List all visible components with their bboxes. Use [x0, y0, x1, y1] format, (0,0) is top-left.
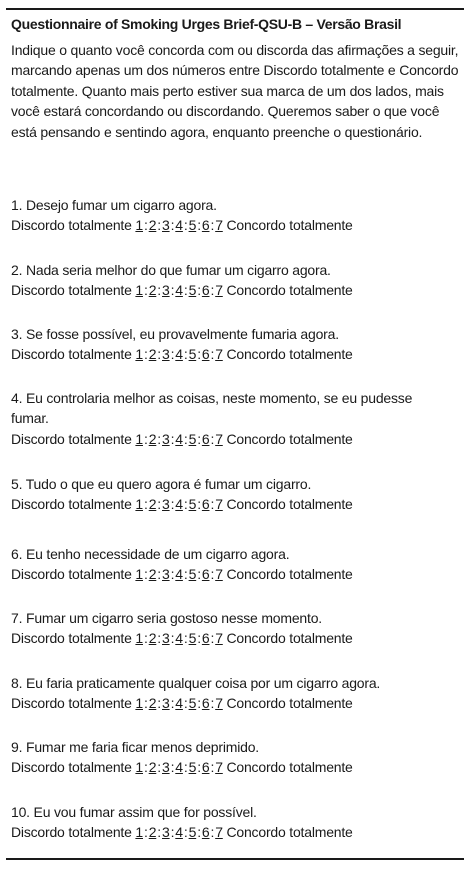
scale-right-label: Concordo totalmente	[222, 346, 353, 363]
scale-separator: :	[210, 217, 215, 234]
scale-option-1[interactable]: 1	[135, 824, 143, 841]
scale-option-2[interactable]: 2	[148, 695, 157, 712]
scale-separator: :	[170, 346, 175, 363]
question-item-9	[11, 737, 466, 778]
scale-separator: :	[183, 695, 188, 712]
question-item-10	[11, 802, 466, 843]
question-item-7	[11, 608, 466, 649]
rating-scale	[11, 564, 466, 584]
scale-option-5[interactable]: 5	[188, 759, 197, 776]
scale-option-3[interactable]: 3	[162, 695, 170, 712]
question-item-5	[11, 474, 466, 515]
scale-separator: :	[210, 430, 215, 447]
scale-separator: :	[183, 759, 188, 776]
scale-option-7[interactable]: 7	[215, 759, 223, 776]
question-text: 3. Se fosse possível, eu provavelmente fumaria agora.	[11, 326, 339, 342]
scale-separator: :	[197, 695, 201, 712]
scale-option-6[interactable]: 6	[201, 496, 210, 513]
rating-scale	[11, 757, 466, 777]
scale-option-7[interactable]: 7	[215, 346, 223, 363]
question-item-4	[11, 388, 466, 449]
scale-option-2[interactable]: 2	[148, 566, 157, 583]
scale-separator: :	[157, 759, 161, 776]
scale-right-label: Concordo totalmente	[222, 759, 353, 776]
scale-separator: :	[183, 496, 188, 513]
question-item-1	[11, 195, 466, 236]
scale-option-1[interactable]: 1	[135, 430, 143, 447]
scale-separator: :	[183, 346, 188, 363]
scale-separator: :	[210, 824, 215, 841]
scale-option-4[interactable]: 4	[175, 759, 183, 776]
scale-left-label: Discordo totalmente	[11, 630, 136, 647]
scale-separator: :	[144, 346, 148, 363]
scale-left-label: Discordo totalmente	[11, 759, 136, 776]
scale-option-6[interactable]: 6	[201, 217, 210, 234]
scale-separator: :	[197, 217, 201, 234]
scale-option-4[interactable]: 4	[175, 217, 183, 234]
scale-right-label: Concordo totalmente	[222, 824, 353, 841]
scale-separator: :	[197, 630, 201, 647]
scale-option-7[interactable]: 7	[215, 282, 223, 299]
scale-left-label: Discordo totalmente	[11, 282, 136, 299]
scale-separator: :	[170, 496, 175, 513]
scale-option-1[interactable]: 1	[135, 695, 143, 712]
scale-option-2[interactable]: 2	[148, 217, 157, 234]
question-item-8	[11, 673, 466, 714]
scale-right-label: Concordo totalmente	[222, 217, 353, 234]
scale-option-3[interactable]: 3	[162, 759, 170, 776]
scale-option-3[interactable]: 3	[162, 346, 170, 363]
scale-option-6[interactable]: 6	[201, 695, 210, 712]
scale-option-3[interactable]: 3	[162, 496, 170, 513]
scale-separator: :	[170, 430, 175, 447]
scale-separator: :	[197, 430, 201, 447]
scale-separator: :	[144, 566, 148, 583]
scale-separator: :	[210, 630, 215, 647]
scale-separator: :	[144, 824, 148, 841]
rating-scale	[11, 344, 466, 364]
scale-separator: :	[197, 566, 201, 583]
rating-scale	[11, 429, 466, 449]
scale-option-1[interactable]: 1	[135, 217, 143, 234]
question-text: 10. Eu vou fumar assim que for possível.	[11, 804, 257, 820]
scale-option-3[interactable]: 3	[162, 217, 170, 234]
scale-separator: :	[144, 695, 148, 712]
scale-separator: :	[157, 430, 161, 447]
scale-option-6[interactable]: 6	[201, 566, 210, 583]
bottom-rule	[6, 858, 464, 860]
scale-separator: :	[197, 759, 201, 776]
scale-option-6[interactable]: 6	[201, 346, 210, 363]
scale-option-4[interactable]: 4	[175, 695, 183, 712]
scale-option-1[interactable]: 1	[135, 630, 143, 647]
scale-right-label: Concordo totalmente	[222, 695, 353, 712]
rating-scale	[11, 215, 466, 235]
scale-option-4[interactable]: 4	[175, 566, 183, 583]
scale-option-3[interactable]: 3	[162, 430, 170, 447]
scale-separator: :	[170, 217, 175, 234]
scale-option-5[interactable]: 5	[188, 630, 197, 647]
scale-option-5[interactable]: 5	[188, 217, 197, 234]
scale-separator: :	[183, 566, 188, 583]
question-text: 4. Eu controlaria melhor as coisas, neste momento, se eu pudesse fumar.	[11, 390, 413, 427]
scale-option-5[interactable]: 5	[188, 824, 197, 841]
scale-option-4[interactable]: 4	[175, 824, 183, 841]
scale-option-7[interactable]: 7	[215, 430, 223, 447]
rating-scale	[11, 280, 466, 300]
scale-option-3[interactable]: 3	[162, 630, 170, 647]
scale-option-2[interactable]: 2	[148, 346, 157, 363]
instructions-paragraph: Indique o quanto você concorda com ou discorda das afirmações a seguir, marcando apenas um dos números entre Discordo totalmente e Concordo totalmente. Quanto mais perto estiver sua marca de um dos lados, mais você estará concordando ou discordando. Queremos saber o que você está pensando e sentindo agora, enquanto preenche o questionário.	[11, 42, 459, 140]
scale-option-2[interactable]: 2	[148, 496, 157, 513]
scale-option-6[interactable]: 6	[201, 824, 210, 841]
scale-separator: :	[170, 824, 175, 841]
questionnaire-title: Questionnaire of Smoking Urges Brief-QSU-B – Versão Brasil	[11, 16, 402, 32]
rating-scale	[11, 628, 466, 648]
scale-separator: :	[157, 566, 161, 583]
scale-separator: :	[210, 566, 215, 583]
scale-separator: :	[197, 496, 201, 513]
scale-right-label: Concordo totalmente	[222, 566, 353, 583]
question-text: 1. Desejo fumar um cigarro agora.	[11, 197, 217, 213]
scale-option-1[interactable]: 1	[135, 759, 143, 776]
scale-option-5[interactable]: 5	[188, 566, 197, 583]
scale-option-1[interactable]: 1	[135, 496, 143, 513]
scale-option-7[interactable]: 7	[215, 217, 223, 234]
scale-option-7[interactable]: 7	[215, 496, 223, 513]
scale-option-3[interactable]: 3	[162, 824, 170, 841]
scale-separator: :	[210, 759, 215, 776]
scale-option-4[interactable]: 4	[175, 430, 183, 447]
question-item-6	[11, 544, 466, 585]
scale-separator: :	[144, 759, 148, 776]
scale-option-4[interactable]: 4	[175, 496, 183, 513]
rating-scale	[11, 693, 466, 713]
scale-separator: :	[183, 630, 188, 647]
scale-option-2[interactable]: 2	[148, 430, 157, 447]
scale-right-label: Concordo totalmente	[222, 430, 353, 447]
scale-separator: :	[197, 346, 201, 363]
scale-option-3[interactable]: 3	[162, 566, 170, 583]
scale-separator: :	[170, 759, 175, 776]
question-text: 6. Eu tenho necessidade de um cigarro agora.	[11, 546, 290, 562]
question-item-2	[11, 260, 466, 301]
scale-option-6[interactable]: 6	[201, 759, 210, 776]
scale-separator: :	[210, 496, 215, 513]
scale-option-6[interactable]: 6	[201, 282, 210, 299]
scale-separator: :	[210, 695, 215, 712]
question-text: 9. Fumar me faria ficar menos deprimido.	[11, 739, 259, 755]
scale-separator: :	[210, 282, 215, 299]
top-rule	[6, 8, 464, 10]
question-text: 8. Eu faria praticamente qualquer coisa por um cigarro agora.	[11, 675, 381, 691]
question-text: 7. Fumar um cigarro seria gostoso nesse momento.	[11, 610, 322, 626]
scale-separator: :	[197, 824, 201, 841]
scale-option-1[interactable]: 1	[135, 282, 143, 299]
scale-option-2[interactable]: 2	[148, 759, 157, 776]
scale-separator: :	[157, 824, 161, 841]
scale-separator: :	[157, 695, 161, 712]
question-item-3	[11, 324, 466, 365]
scale-right-label: Concordo totalmente	[222, 282, 353, 299]
scale-option-5[interactable]: 5	[188, 496, 197, 513]
scale-separator: :	[157, 217, 161, 234]
scale-option-3[interactable]: 3	[162, 282, 170, 299]
scale-separator: :	[210, 346, 215, 363]
rating-scale	[11, 822, 466, 842]
scale-option-6[interactable]: 6	[201, 630, 210, 647]
scale-left-label: Discordo totalmente	[11, 217, 136, 234]
scale-separator: :	[197, 282, 201, 299]
scale-separator: :	[157, 496, 161, 513]
scale-option-4[interactable]: 4	[175, 630, 183, 647]
question-text: 2. Nada seria melhor do que fumar um cigarro agora.	[11, 262, 331, 278]
scale-separator: :	[170, 630, 175, 647]
scale-option-2[interactable]: 2	[148, 282, 157, 299]
scale-separator: :	[157, 282, 161, 299]
question-text: 5. Tudo o que eu quero agora é fumar um cigarro.	[11, 476, 312, 492]
scale-separator: :	[183, 282, 188, 299]
scale-left-label: Discordo totalmente	[11, 824, 136, 841]
scale-option-5[interactable]: 5	[188, 346, 197, 363]
scale-separator: :	[170, 695, 175, 712]
scale-option-7[interactable]: 7	[215, 566, 223, 583]
scale-option-1[interactable]: 1	[135, 566, 143, 583]
scale-separator: :	[144, 217, 148, 234]
scale-option-4[interactable]: 4	[175, 346, 183, 363]
scale-option-7[interactable]: 7	[215, 630, 223, 647]
scale-separator: :	[183, 430, 188, 447]
scale-option-4[interactable]: 4	[175, 282, 183, 299]
scale-option-6[interactable]: 6	[201, 430, 210, 447]
scale-separator: :	[144, 630, 148, 647]
scale-left-label: Discordo totalmente	[11, 566, 136, 583]
scale-separator: :	[144, 496, 148, 513]
scale-left-label: Discordo totalmente	[11, 430, 136, 447]
scale-option-2[interactable]: 2	[148, 630, 157, 647]
scale-separator: :	[157, 346, 161, 363]
scale-left-label: Discordo totalmente	[11, 695, 136, 712]
scale-separator: :	[183, 824, 188, 841]
scale-option-5[interactable]: 5	[188, 430, 197, 447]
scale-right-label: Concordo totalmente	[222, 630, 353, 647]
scale-left-label: Discordo totalmente	[11, 496, 136, 513]
scale-separator: :	[170, 282, 175, 299]
scale-left-label: Discordo totalmente	[11, 346, 136, 363]
scale-option-1[interactable]: 1	[135, 346, 143, 363]
scale-option-7[interactable]: 7	[215, 824, 223, 841]
scale-separator: :	[170, 566, 175, 583]
scale-option-2[interactable]: 2	[148, 824, 157, 841]
scale-separator: :	[157, 630, 161, 647]
scale-right-label: Concordo totalmente	[222, 496, 353, 513]
scale-option-5[interactable]: 5	[188, 695, 197, 712]
scale-option-7[interactable]: 7	[215, 695, 223, 712]
scale-separator: :	[183, 217, 188, 234]
scale-separator: :	[144, 282, 148, 299]
scale-option-5[interactable]: 5	[188, 282, 197, 299]
rating-scale	[11, 494, 466, 514]
scale-separator: :	[144, 430, 148, 447]
